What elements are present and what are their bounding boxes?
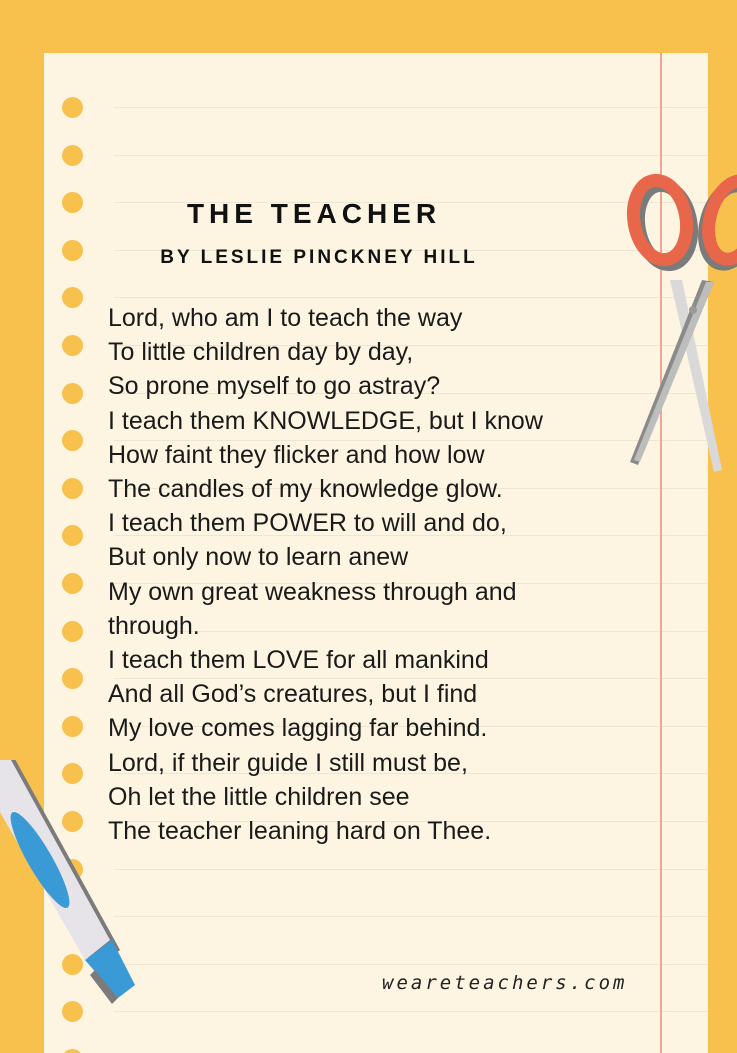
poem-line: My love comes lagging far behind. [108,714,488,743]
binder-hole [62,97,83,118]
poem-line: I teach them KNOWLEDGE, but I know [108,406,543,435]
poem-line: How faint they flicker and how low [108,440,485,469]
ruled-line [114,107,708,108]
poem-line: The teacher leaning hard on Thee. [108,817,492,846]
binder-hole [62,383,83,404]
scissors-icon [610,170,737,480]
poem-line: I teach them LOVE for all mankind [108,646,489,675]
poem-line: But only now to learn anew [108,543,409,572]
binder-hole [62,621,83,642]
poem-line: So prone myself to go astray? [108,372,441,401]
ruled-line [114,964,708,965]
poem-title: THE TEACHER [186,198,442,229]
binder-hole [62,716,83,737]
website-link[interactable]: weareteachers.com [382,972,628,994]
binder-hole [62,335,83,356]
poem-author: BY LESLIE PINCKNEY HILL [160,247,478,268]
marker-icon [0,760,150,1010]
binder-hole [62,668,83,689]
ruled-line [114,155,708,156]
binder-hole [62,478,83,499]
binder-hole [62,430,83,451]
ruled-line [114,869,708,870]
poem-body [108,301,543,848]
poem-line: My own great weakness through and [108,577,517,606]
ruled-line [114,1011,708,1012]
poem-line: Oh let the little children see [108,782,410,811]
poem-line: To little children day by day, [108,338,414,367]
poem-line: And all God’s creatures, but I find [108,680,478,709]
poem-line: The candles of my knowledge glow. [108,475,503,504]
binder-hole [62,1049,83,1053]
poem-line: Lord, who am I to teach the way [108,304,463,332]
poem-line: through. [108,611,200,640]
ruled-line [114,916,708,917]
binder-hole [62,145,83,166]
binder-hole [62,573,83,594]
poem-line: I teach them POWER to will and do, [108,509,507,538]
binder-hole [62,287,83,308]
binder-hole [62,525,83,546]
poem-line: Lord, if their guide I still must be, [108,748,468,777]
